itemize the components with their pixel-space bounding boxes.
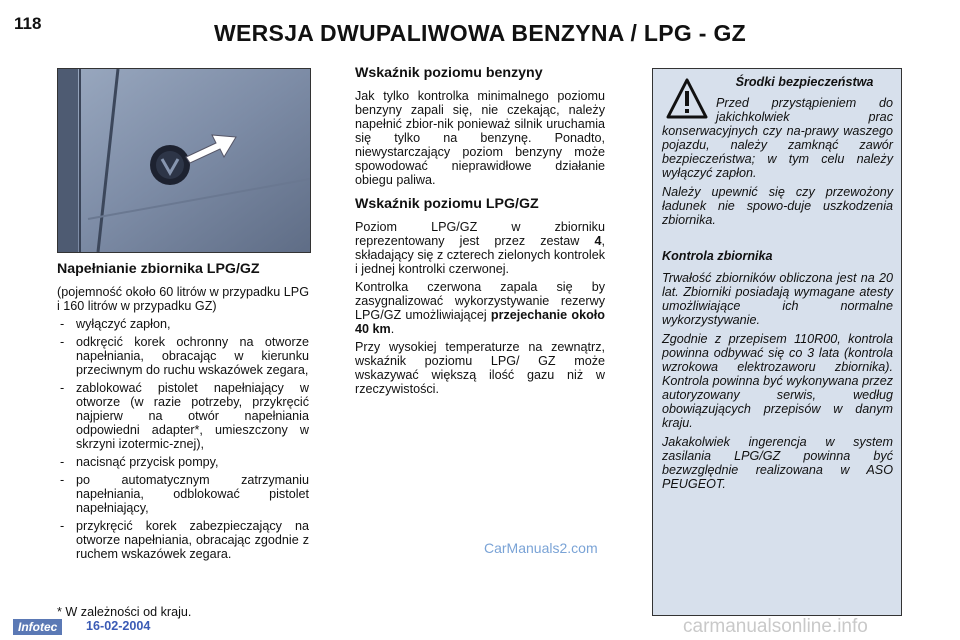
- red-light-text: [355, 280, 605, 336]
- footnote: * W zależności od kraju.: [57, 605, 192, 619]
- range-bold: przejechanie około 40 km: [355, 308, 605, 336]
- list-item: - wyłączyć zapłon,: [57, 317, 309, 331]
- service-text: Jakakolwiek ingerencja w system zasilania LPG/GZ powinna być bezwzględnie realizowana w ASO PEUGEOT.: [662, 435, 893, 491]
- list-item: - zablokować pistolet napełniający w otworze (w razie potrzeby, przykręcić najpierw na otwór napełniania odpowiedni adapter*, umieszczony w skrzyni izotermic-znej),: [57, 381, 309, 451]
- text-span: , składający się z czterech zielonych kontrolek i jednej kontrolki czerwonej.: [355, 234, 605, 276]
- tank-check-heading: Kontrola zbiornika: [662, 249, 773, 263]
- text-span: Kontrolka czerwona zapala się by zasygnalizować wykorzystywanie rezerwy LPG/GZ umożliwiającej: [355, 280, 605, 322]
- text-span: .: [390, 322, 395, 336]
- load-text: Należy upewnić się czy przewożony ładunek nie spowo-duje uszkodzenia zbiornika.: [662, 185, 893, 227]
- inspection-text: Zgodnie z przepisem 110R00, kontrola powinna odbywać się co 3 lata (kontrola wzrokowa elektrozaworu zbiornika). Kontrola powinna być wykonywana przez autoryzowany serwis, według obowiązujących przepisów w danym kraju.: [662, 332, 893, 430]
- text-span: Poziom LPG/GZ w zbiorniku reprezentowany jest przez zestaw: [355, 220, 605, 248]
- warning-triangle-icon: [666, 77, 708, 121]
- lpg-gauge-heading: Wskaźnik poziomu LPG/GZ: [355, 196, 539, 212]
- watermark: CarManuals2.com: [484, 540, 598, 556]
- left-column: [57, 262, 309, 565]
- tank-lifetime-text: Trwałość zbiorników obliczona jest na 20 lat. Zbiorniki posiadają wymagane atesty umożliwiające ich normalne wykorzystywanie.: [662, 271, 893, 327]
- filling-steps: [57, 317, 309, 561]
- page-number: 118: [14, 14, 42, 33]
- temperature-text: Przy wysokiej temperaturze na zewnątrz, wskaźnik poziomu LPG/ GZ może wskazywać większą ilość gazu niż w rzeczywistości.: [355, 340, 605, 396]
- page-title: WERSJA DWUPALIWOWA BENZYNA / LPG - GZ: [214, 20, 746, 46]
- safety-text: Przed przystąpieniem do jakichkolwiek prac konserwacyjnych czy na-prawy waszego pojazdu, należy zamknąć zawór bezpieczeństwa; w tym celu należy wyłączyć zapłon.: [662, 96, 893, 180]
- list-item: - odkręcić korek ochronny na otworze napełniania, obracając w kierunku przeciwnym do ruchu wskazówek zegara,: [57, 335, 309, 377]
- print-date: 16-02-2004: [86, 619, 151, 633]
- petrol-gauge-text: Jak tylko kontrolka minimalnego poziomu benzyny zapali się, nie czekając, należy napełnić zbior-nik ponieważ silnik uruchamia się tylko na benzynę. Ponadto, niewystarczający poziom benzyny może spowodować nieprawidłowe działanie obiegu paliwa.: [355, 89, 605, 187]
- list-item: - nacisnąć przycisk pompy,: [57, 455, 309, 469]
- lpg-filling-heading: Napełnianie zbiornika LPG/GZ: [57, 261, 260, 277]
- safety-heading: Środki bezpieczeństwa: [735, 75, 874, 89]
- list-item: - przykręcić korek zabezpieczający na otworze napełniania, obracając zgodnie z ruchem wskazówek zegara.: [57, 519, 309, 561]
- indicator-number: 4: [594, 234, 602, 248]
- safety-box: [652, 68, 902, 616]
- fuel-filler-photo: [57, 68, 311, 253]
- middle-column: [355, 66, 605, 400]
- list-item: - po automatycznym zatrzymaniu napełniania, odblokować pistolet napełniający,: [57, 473, 309, 515]
- infotec-logo: Infotec: [13, 619, 62, 635]
- capacity-note: (pojemność około 60 litrów w przypadku LPG i 160 litrów w przypadku GZ): [57, 285, 309, 313]
- lpg-gauge-text: [355, 220, 605, 276]
- site-watermark: carmanualsonline.info: [683, 616, 868, 637]
- petrol-gauge-heading: Wskaźnik poziomu benzyny: [355, 65, 543, 81]
